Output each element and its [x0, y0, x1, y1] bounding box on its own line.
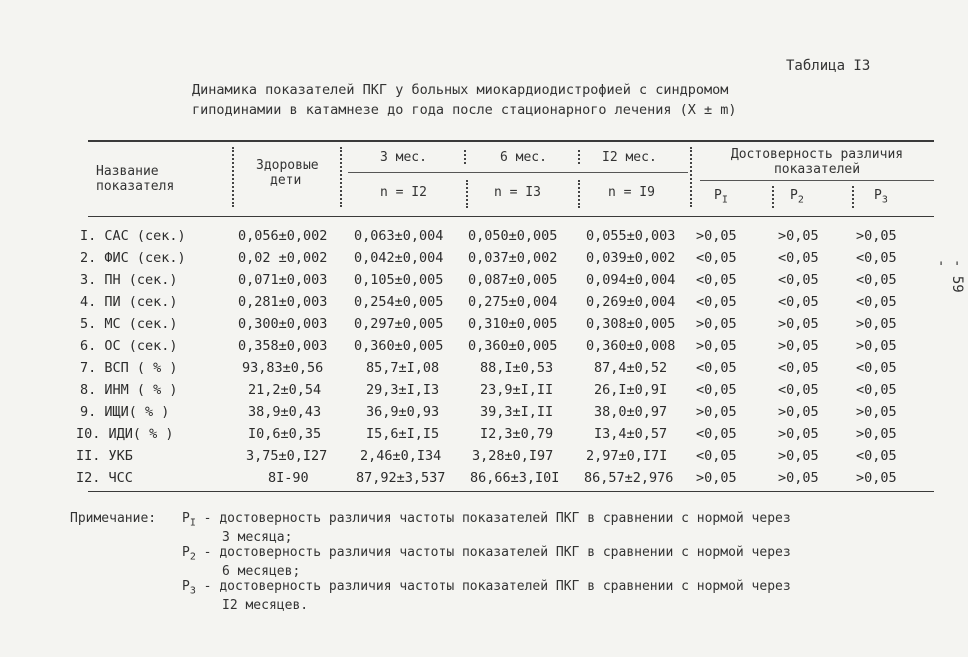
row-3-months: 29,3±I,I3 [366, 382, 440, 398]
row-6-months: 0,087±0,005 [468, 272, 558, 288]
header-separator [466, 180, 468, 208]
row-3-months: 0,105±0,005 [354, 272, 444, 288]
row-p2: >0,05 [778, 404, 819, 420]
row-12-months: 86,57±2,976 [584, 470, 674, 486]
header-separator [340, 147, 342, 207]
row-6-months: 0,275±0,004 [468, 294, 558, 310]
row-p1: <0,05 [696, 294, 737, 310]
row-healthy: 0,056±0,002 [238, 228, 328, 244]
row-p3: <0,05 [856, 250, 897, 266]
row-healthy: 0,071±0,003 [238, 272, 328, 288]
row-3-months: 85,7±I,08 [366, 360, 440, 376]
row-p3: <0,05 [856, 272, 897, 288]
row-12-months: I3,4±0,57 [594, 426, 668, 442]
row-name: I0. ИДИ( % ) [76, 426, 174, 442]
table-top-rule [88, 140, 934, 142]
header-p1: $P_I$ [714, 188, 728, 206]
row-p1: <0,05 [696, 360, 737, 376]
row-p2: >0,05 [778, 426, 819, 442]
row-p1: <0,05 [696, 382, 737, 398]
page-number: - 59 - [933, 259, 965, 293]
row-3-months: 0,063±0,004 [354, 228, 444, 244]
sig-subheader-rule [700, 180, 934, 181]
row-name: 8. ИНМ ( % ) [80, 382, 178, 398]
row-healthy: 38,9±0,43 [248, 404, 322, 420]
row-6-months: 0,037±0,002 [468, 250, 558, 266]
row-3-months: 36,9±0,93 [366, 404, 440, 420]
row-p3: <0,05 [856, 382, 897, 398]
header-separator [690, 147, 692, 207]
row-p1: >0,05 [696, 228, 737, 244]
header-bottom-rule [88, 216, 934, 217]
note-p2: $P_2$ - достоверность различия частоты показателей ПКГ в сравнении с нормой через 6 месяцев; [182, 545, 791, 579]
header-separator [578, 180, 580, 208]
row-6-months: I2,3±0,79 [480, 426, 554, 442]
row-name: 6. ОС (сек.) [80, 338, 178, 354]
row-p1: <0,05 [696, 250, 737, 266]
row-healthy: 8I-90 [268, 470, 309, 486]
row-3-months: 0,254±0,005 [354, 294, 444, 310]
row-p1: <0,05 [696, 272, 737, 288]
row-3-months: 0,360±0,005 [354, 338, 444, 354]
header-separator [232, 147, 234, 207]
row-name: 3. ПН (сек.) [80, 272, 178, 288]
row-p2: >0,05 [778, 448, 819, 464]
row-3-months: I5,6±I,I5 [366, 426, 440, 442]
row-12-months: 0,094±0,004 [586, 272, 676, 288]
header-name: Название показателя [96, 164, 175, 194]
row-6-months: 86,66±3,I0I [470, 470, 560, 486]
row-healthy: 3,75±0,I27 [246, 448, 328, 464]
header-healthy: Здоровые дети [256, 158, 319, 188]
row-6-months: 3,28±0,I97 [472, 448, 554, 464]
row-p3: <0,05 [856, 360, 897, 376]
header-p2: $P_2$ [790, 188, 804, 206]
row-p3: >0,05 [856, 404, 897, 420]
row-6-months: 0,360±0,005 [468, 338, 558, 354]
row-healthy: 21,2±0,54 [248, 382, 322, 398]
row-p3: <0,05 [856, 448, 897, 464]
row-healthy: 0,300±0,003 [238, 316, 328, 332]
row-12-months: 0,055±0,003 [586, 228, 676, 244]
table-caption [192, 80, 737, 120]
row-healthy: 0,281±0,003 [238, 294, 328, 310]
header-separator [578, 150, 580, 164]
row-p1: <0,05 [696, 448, 737, 464]
header-n-6: n = I3 [494, 185, 541, 200]
notes-label: Примечание: [70, 511, 157, 526]
note-p3: $P_3$ - достоверность различия частоты показателей ПКГ в сравнении с нормой через I2 месяцев. [182, 579, 791, 613]
row-6-months: 0,050±0,005 [468, 228, 558, 244]
row-healthy: I0,6±0,35 [248, 426, 322, 442]
row-p1: >0,05 [696, 404, 737, 420]
row-p3: >0,05 [856, 470, 897, 486]
row-healthy: 0,02 ±0,002 [238, 250, 328, 266]
row-p3: <0,05 [856, 294, 897, 310]
row-p2: >0,05 [778, 338, 819, 354]
row-p2: <0,05 [778, 294, 819, 310]
row-p2: <0,05 [778, 250, 819, 266]
row-healthy: 0,358±0,003 [238, 338, 328, 354]
row-6-months: 0,310±0,005 [468, 316, 558, 332]
row-12-months: 26,I±0,9I [594, 382, 668, 398]
row-name: 5. МС (сек.) [80, 316, 178, 332]
row-3-months: 0,297±0,005 [354, 316, 444, 332]
row-12-months: 2,97±0,I7I [586, 448, 668, 464]
row-name: II. УКБ [76, 448, 133, 464]
caption-line-2: гиподинамии в катамнезе до года после стационарного лечения (X ± m) [192, 102, 737, 118]
row-3-months: 87,92±3,537 [356, 470, 446, 486]
row-p3: >0,05 [856, 426, 897, 442]
row-6-months: 23,9±I,II [480, 382, 554, 398]
header-separator [852, 186, 854, 208]
row-3-months: 0,042±0,004 [354, 250, 444, 266]
row-p2: >0,05 [778, 470, 819, 486]
header-significance: Достоверность различия показателей [730, 147, 904, 177]
header-12-months: I2 мес. [602, 150, 657, 165]
row-name: 4. ПИ (сек.) [80, 294, 178, 310]
row-6-months: 39,3±I,II [480, 404, 554, 420]
row-p2: >0,05 [778, 228, 819, 244]
row-12-months: 87,4±0,52 [594, 360, 668, 376]
row-6-months: 88,I±0,53 [480, 360, 554, 376]
row-p1: >0,05 [696, 470, 737, 486]
row-p2: <0,05 [778, 360, 819, 376]
row-p1: <0,05 [696, 426, 737, 442]
row-p1: >0,05 [696, 316, 737, 332]
row-p3: >0,05 [856, 338, 897, 354]
months-subheader-rule [348, 172, 688, 173]
header-n-3: n = I2 [380, 185, 427, 200]
note-p1: $P_I$ - достоверность различия частоты показателей ПКГ в сравнении с нормой через 3 месяца; [182, 511, 791, 545]
row-name: 9. ИЩИ( % ) [80, 404, 170, 420]
row-12-months: 0,308±0,005 [586, 316, 676, 332]
row-name: 2. ФИС (сек.) [80, 250, 186, 266]
row-name: I2. ЧСС [76, 470, 133, 486]
caption-line-1: Динамика показателей ПКГ у больных миокардиодистрофией с синдромом [192, 82, 729, 98]
header-p3: $P_3$ [874, 188, 888, 206]
header-separator [772, 186, 774, 208]
header-6-months: 6 мес. [500, 150, 547, 165]
row-12-months: 38,0±0,97 [594, 404, 668, 420]
row-name: 7. ВСП ( % ) [80, 360, 178, 376]
row-12-months: 0,360±0,008 [586, 338, 676, 354]
row-healthy: 93,83±0,56 [242, 360, 324, 376]
row-name: I. САС (сек.) [80, 228, 186, 244]
table-bottom-rule [88, 491, 934, 492]
row-p1: >0,05 [696, 338, 737, 354]
row-3-months: 2,46±0,I34 [360, 448, 442, 464]
row-p2: <0,05 [778, 382, 819, 398]
row-12-months: 0,039±0,002 [586, 250, 676, 266]
header-n-12: n = I9 [608, 185, 655, 200]
row-p3: >0,05 [856, 316, 897, 332]
row-p2: >0,05 [778, 316, 819, 332]
header-separator [464, 150, 466, 164]
row-p2: <0,05 [778, 272, 819, 288]
row-p3: >0,05 [856, 228, 897, 244]
row-12-months: 0,269±0,004 [586, 294, 676, 310]
header-3-months: 3 мес. [380, 150, 427, 165]
table-number: Таблица I3 [786, 58, 871, 74]
